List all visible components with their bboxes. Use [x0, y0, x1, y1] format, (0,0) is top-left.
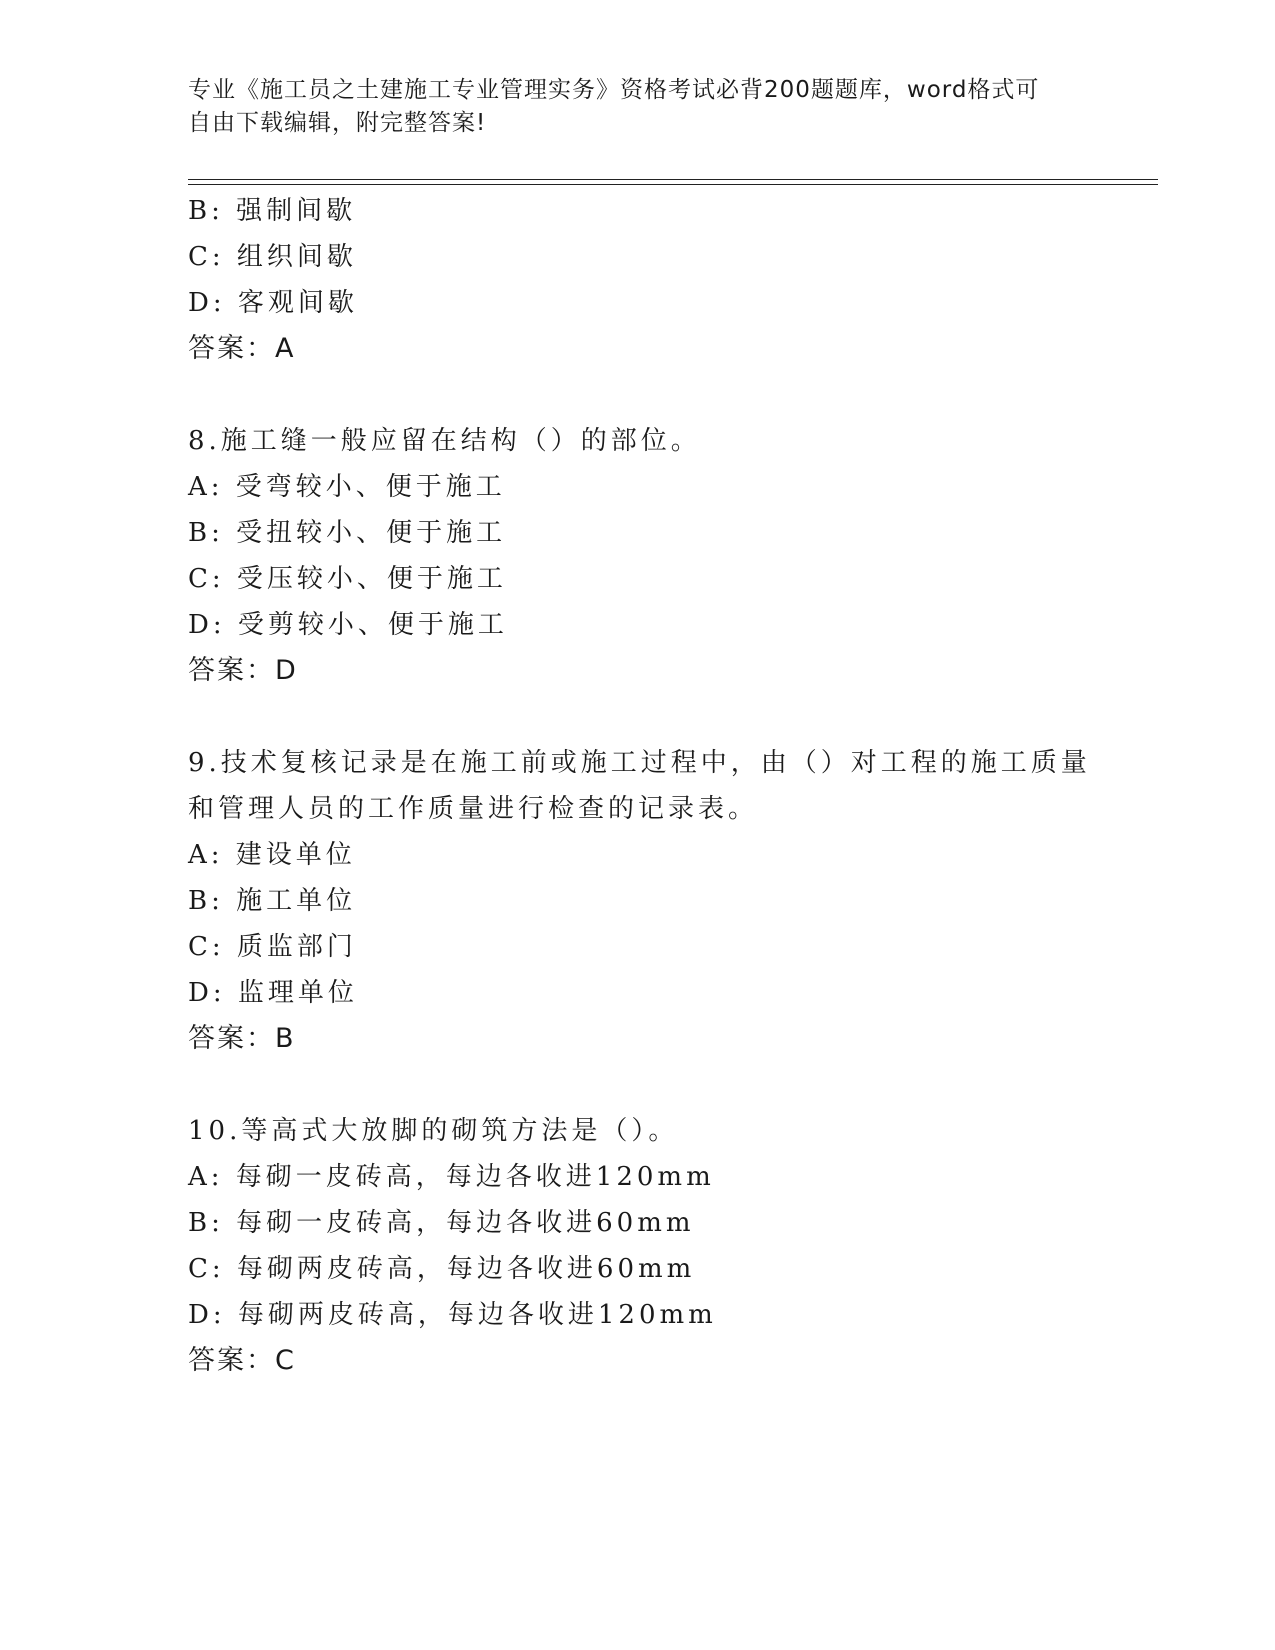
question-block — [188, 188, 1088, 372]
spacer — [188, 1062, 1088, 1108]
answer-line: 答案：A — [188, 333, 296, 364]
option-c: C: 受压较小、便于施工 — [188, 564, 507, 594]
question-list — [188, 188, 1091, 1384]
spacer — [188, 372, 1088, 418]
question-block — [188, 1108, 1088, 1384]
option-b: B: 受扭较小、便于施工 — [188, 518, 507, 548]
option-c: C: 组织间歇 — [188, 242, 357, 272]
header-line-1: 专业《施工员之土建施工专业管理实务》资格考试必背200题题库，word格式可 — [188, 77, 1040, 103]
question-text: 10.等高式大放脚的砌筑方法是（）。 — [188, 1116, 679, 1146]
spacer — [188, 694, 1088, 740]
option-a: A: 每砌一皮砖高，每边各收进120mm — [188, 1162, 715, 1192]
header-line-2: 自由下载编辑，附完整答案! — [188, 110, 487, 136]
option-c: C: 每砌两皮砖高，每边各收进60mm — [188, 1254, 696, 1284]
question-text: 9.技术复核记录是在施工前或施工过程中，由（）对工程的施工质量 — [188, 748, 1091, 778]
option-d: D: 监理单位 — [188, 978, 358, 1008]
question-block — [188, 740, 1091, 1062]
answer-line: 答案：C — [188, 1345, 296, 1376]
option-c: C: 质监部门 — [188, 932, 357, 962]
header-divider-top — [188, 179, 1158, 180]
option-a: A: 受弯较小、便于施工 — [188, 472, 506, 502]
option-d: D: 每砌两皮砖高，每边各收进120mm — [188, 1300, 717, 1330]
question-text-continued: 和管理人员的工作质量进行检查的记录表。 — [188, 794, 759, 824]
header-divider-bottom — [188, 184, 1158, 185]
answer-line: 答案：D — [188, 655, 298, 686]
option-b: B: 施工单位 — [188, 886, 357, 916]
option-a: A: 建设单位 — [188, 840, 356, 870]
option-b: B: 每砌一皮砖高，每边各收进60mm — [188, 1208, 695, 1238]
question-block — [188, 418, 1088, 694]
question-text: 8.施工缝一般应留在结构（）的部位。 — [188, 426, 701, 456]
option-d: D: 客观间歇 — [188, 288, 358, 318]
option-b: B: 强制间歇 — [188, 196, 357, 226]
answer-line: 答案：B — [188, 1023, 296, 1054]
document-header — [188, 74, 1088, 140]
option-d: D: 受剪较小、便于施工 — [188, 610, 508, 640]
